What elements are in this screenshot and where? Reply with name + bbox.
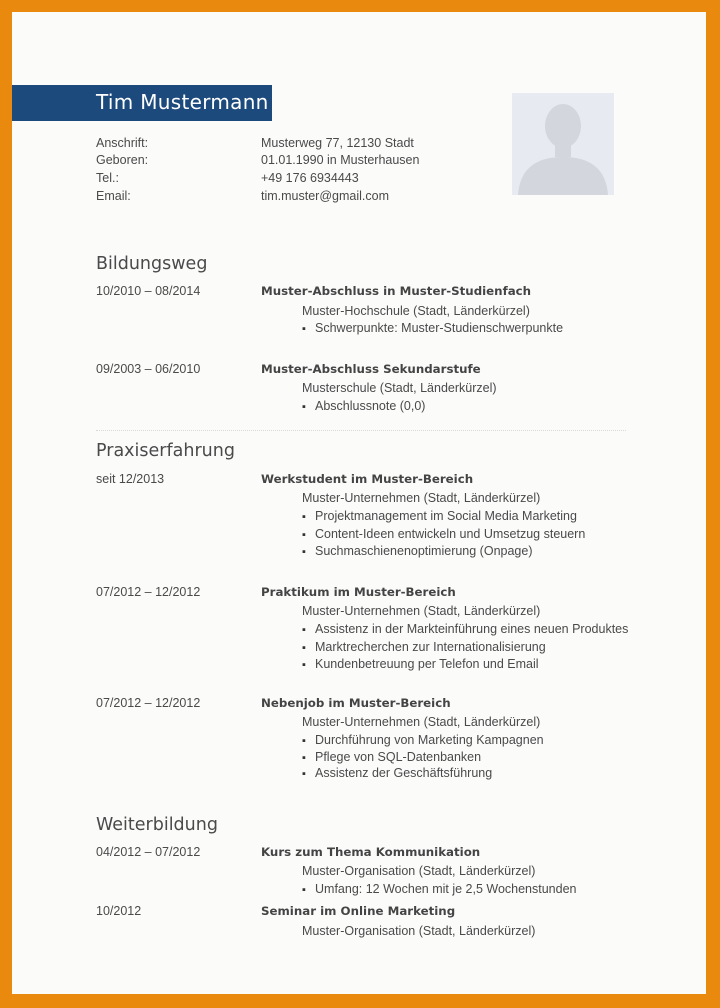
birth-value: 01.01.1990 in Musterhausen xyxy=(261,153,420,167)
entry-bullet: ▪ Projektmanagement im Social Media Marketing xyxy=(302,509,577,523)
applicant-name: Tim Mustermann xyxy=(96,90,269,114)
entry-bullet: ▪ Suchmaschienenoptimierung (Onpage) xyxy=(302,544,533,558)
entry-bullet: ▪ Schwerpunkte: Muster-Studienschwerpunkte xyxy=(302,321,563,335)
entry-date: seit 12/2013 xyxy=(96,472,165,486)
section-heading-further-training: Weiterbildung xyxy=(96,815,218,835)
entry-date: 07/2012 – 12/2012 xyxy=(96,585,201,599)
entry-organization: Muster-Hochschule (Stadt, Länderkürzel) xyxy=(302,304,530,318)
entry-organization: Muster-Unternehmen (Stadt, Länderkürzel) xyxy=(302,604,541,618)
section-heading-education: Bildungsweg xyxy=(96,254,208,274)
phone-value: +49 176 6934443 xyxy=(261,171,359,185)
entry-organization: Muster-Unternehmen (Stadt, Länderkürzel) xyxy=(302,715,541,729)
entry-date: 09/2003 – 06/2010 xyxy=(96,362,201,376)
entry-title: Nebenjob im Muster-Bereich xyxy=(261,696,451,710)
entry-organization: Muster-Organisation (Stadt, Länderkürzel) xyxy=(302,924,536,938)
entry-bullet: ▪ Kundenbetreuung per Telefon und Email xyxy=(302,657,539,671)
entry-organization: Muster-Unternehmen (Stadt, Länderkürzel) xyxy=(302,491,541,505)
entry-bullet: ▪ Durchführung von Marketing Kampagnen xyxy=(302,733,544,747)
entry-title: Werkstudent im Muster-Bereich xyxy=(261,472,474,486)
entry-title: Kurs zum Thema Kommunikation xyxy=(261,845,481,859)
birth-label: Geboren: xyxy=(96,153,149,167)
section-divider xyxy=(96,430,626,431)
entry-date: 07/2012 – 12/2012 xyxy=(96,696,201,710)
section-heading-experience: Praxiserfahrung xyxy=(96,441,235,461)
person-silhouette-icon xyxy=(512,93,614,195)
entry-bullet: ▪ Assistenz der Geschäftsführung xyxy=(302,766,492,780)
address-value: Musterweg 77, 12130 Stadt xyxy=(261,136,414,150)
entry-bullet: ▪ Pflege von SQL-Datenbanken xyxy=(302,750,481,764)
entry-date: 04/2012 – 07/2012 xyxy=(96,845,201,859)
entry-bullet: ▪ Abschlussnote (0,0) xyxy=(302,399,425,413)
entry-title: Muster-Abschluss Sekundarstufe xyxy=(261,362,481,376)
phone-label: Tel.: xyxy=(96,171,119,185)
entry-bullet: ▪ Assistenz in der Markteinführung eines neuen Produktes xyxy=(302,622,628,636)
email-value: tim.muster@gmail.com xyxy=(261,189,389,203)
profile-photo-placeholder xyxy=(512,93,614,195)
entry-bullet: ▪ Marktrecherchen zur Internationalisierung xyxy=(302,640,546,654)
entry-title: Muster-Abschluss in Muster-Studienfach xyxy=(261,284,532,298)
address-label: Anschrift: xyxy=(96,136,149,150)
entry-title: Seminar im Online Marketing xyxy=(261,904,456,918)
entry-date: 10/2010 – 08/2014 xyxy=(96,284,201,298)
entry-bullet: ▪ Umfang: 12 Wochen mit je 2,5 Wochenstunden xyxy=(302,882,577,896)
email-label: Email: xyxy=(96,189,131,203)
entry-date: 10/2012 xyxy=(96,904,142,918)
entry-organization: Muster-Organisation (Stadt, Länderkürzel) xyxy=(302,864,536,878)
entry-bullet: ▪ Content-Ideen entwickeln und Umsetzug steuern xyxy=(302,527,585,541)
entry-title: Praktikum im Muster-Bereich xyxy=(261,585,456,599)
entry-organization: Musterschule (Stadt, Länderkürzel) xyxy=(302,381,497,395)
cv-page xyxy=(12,12,706,994)
